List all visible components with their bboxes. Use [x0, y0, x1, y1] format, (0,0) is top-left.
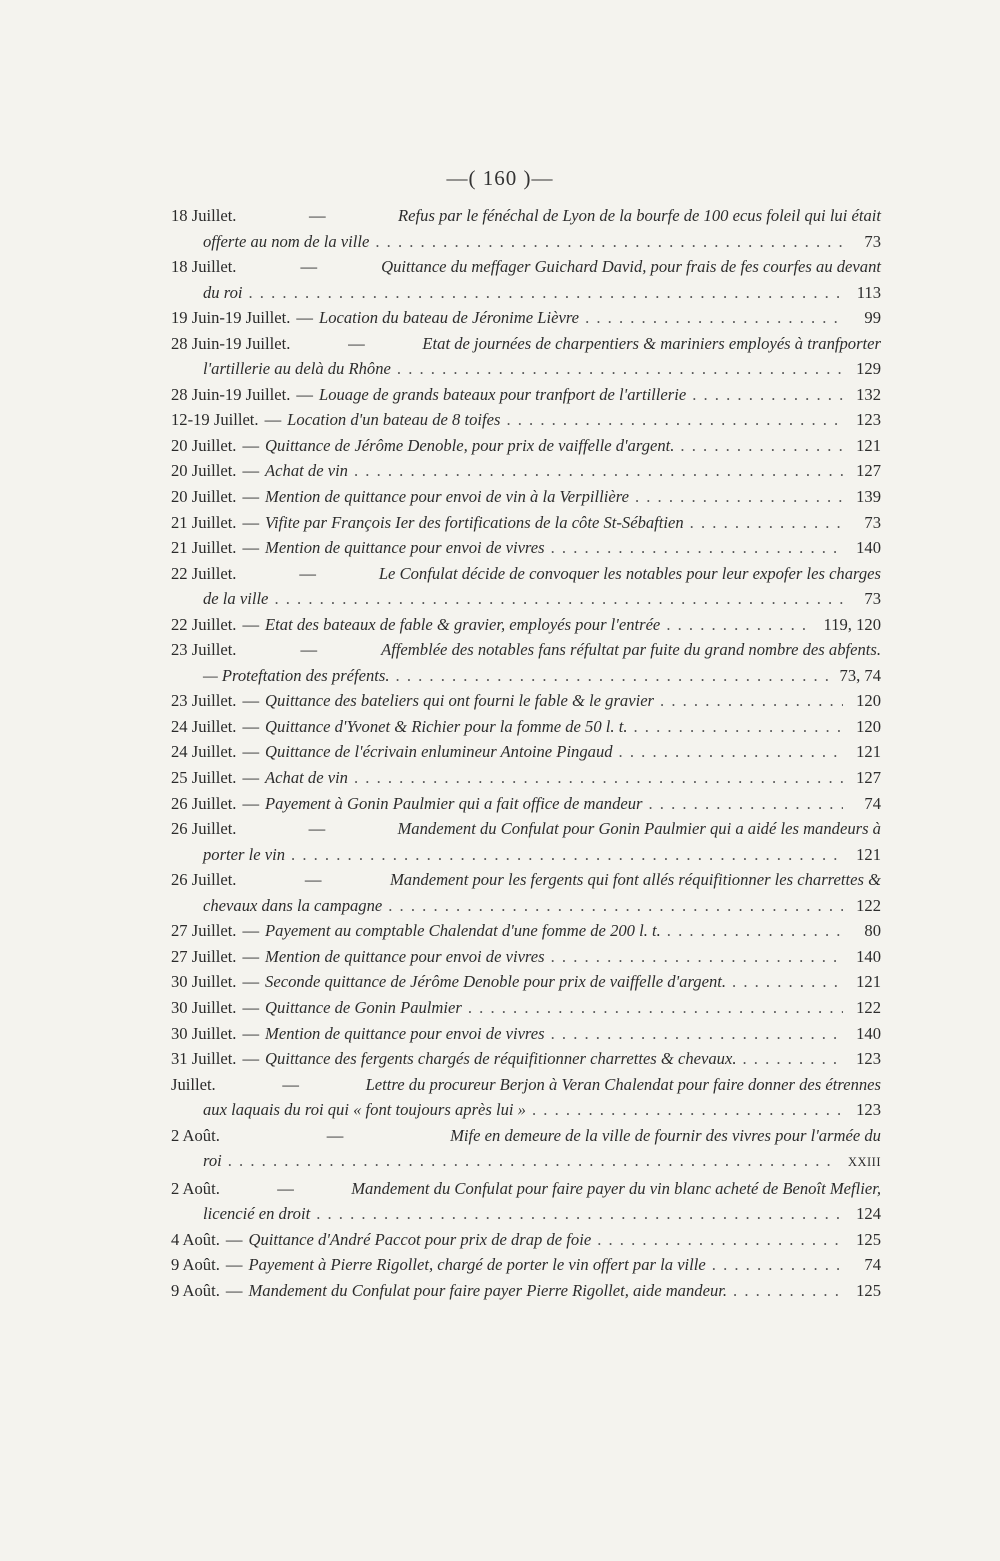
entry-description: offerte au nom de la ville	[203, 231, 370, 251]
entry-description: Mandement pour les fergents qui font allés réquifitionner les charrettes &	[389, 870, 881, 890]
entry-description: roi	[203, 1151, 222, 1171]
entry-dash: —	[242, 716, 260, 736]
entry-date: 2 Août.	[171, 1178, 220, 1198]
dot-leader	[579, 305, 843, 331]
entry-date: 30 Juillet.	[171, 997, 237, 1017]
entry-line	[171, 1123, 881, 1149]
entry-date: 26 Juillet.	[171, 819, 237, 839]
entry-line	[171, 1148, 881, 1176]
dot-leader	[390, 663, 830, 689]
entry-description: Affemblée des notables fans réfultat par fuite du grand nombre des abfents.	[381, 640, 881, 660]
index-entry	[171, 305, 881, 331]
entry-dash: —	[242, 972, 260, 992]
entry-description: Quittance des bateliers qui ont fourni le fable & le gravier	[265, 691, 655, 711]
entry-dash: —	[242, 614, 260, 634]
index-entry	[171, 612, 881, 638]
entry-description: Quittance du meffager Guichard David, pour frais de fes courfes au devant	[381, 257, 881, 277]
entry-line	[171, 1227, 881, 1253]
entry-dash: —	[242, 997, 260, 1017]
entry-line	[171, 688, 881, 714]
page-reference: 129	[856, 359, 881, 379]
dot-leader	[348, 458, 843, 484]
entry-description: Quittance des fergents chargés de réquifitionner charrettes & chevaux.	[265, 1049, 737, 1069]
page-reference: 123	[856, 1049, 881, 1069]
entry-line	[171, 280, 881, 306]
page-reference: 99	[864, 308, 881, 328]
page-reference: 122	[856, 895, 881, 915]
dot-leader	[462, 995, 843, 1021]
index-entry	[171, 714, 881, 740]
entry-description: Quittance d'André Paccot pour prix de drap de foie	[248, 1229, 592, 1249]
page-reference: 125	[856, 1229, 881, 1249]
entry-line	[171, 561, 881, 587]
page-reference: 121	[856, 435, 881, 455]
entry-description: Etat des bateaux de fable & gravier, employés pour l'entrée	[265, 614, 661, 634]
dot-leader	[310, 1201, 843, 1227]
entry-dash: —	[242, 512, 260, 532]
entry-description: chevaux dans la campagne	[203, 895, 383, 915]
entry-date: 20 Juillet.	[171, 461, 237, 481]
entry-line	[171, 944, 881, 970]
entry-description: de la ville	[203, 589, 269, 609]
entry-date: 28 Juin-19 Juillet.	[171, 333, 291, 353]
entry-line	[171, 535, 881, 561]
entry-dash: —	[304, 870, 322, 890]
entry-description: Achat de vin	[265, 768, 348, 788]
entry-line	[171, 254, 881, 280]
entry-date: 20 Juillet.	[171, 435, 237, 455]
entry-dash: —	[242, 946, 260, 966]
index-entry	[171, 969, 881, 995]
entry-line	[171, 305, 881, 331]
index-entry	[171, 1021, 881, 1047]
index-entry	[171, 535, 881, 561]
entry-dash: —	[296, 308, 313, 328]
entry-description: porter le vin	[203, 844, 286, 864]
entry-line	[171, 1097, 881, 1123]
entry-dash: —	[264, 410, 282, 430]
page-reference: 74	[864, 1255, 881, 1275]
entry-dash: —	[300, 257, 318, 277]
index-entry	[171, 1046, 881, 1072]
entry-description: Mandement du Confulat pour Gonin Paulmier qui a aidé les mandeurs à	[397, 819, 881, 839]
index-entry	[171, 331, 881, 382]
entry-description: — Proteftation des préfents.	[203, 665, 390, 685]
entry-description: Refus par le fénéchal de Lyon de la bourfe de 100 ecus foleil qui lui était	[398, 206, 881, 225]
page-reference: 74	[864, 793, 881, 813]
entry-date: 25 Juillet.	[171, 768, 237, 788]
entry-description: Quittance de Gonin Paulmier	[265, 997, 462, 1017]
page-reference: 120	[856, 691, 881, 711]
entry-dash: —	[296, 384, 313, 404]
entry-date: 9 Août.	[171, 1280, 220, 1300]
dot-leader	[500, 407, 843, 433]
entry-description: Mandement du Confulat pour faire payer du vin blanc acheté de Benoît Meflier,	[351, 1178, 881, 1198]
entry-description: Payement à Gonin Paulmier qui a fait office de mandeur	[265, 793, 643, 813]
index-entry	[171, 1176, 881, 1227]
entry-dash: —	[242, 921, 260, 941]
entry-date: 18 Juillet.	[171, 206, 237, 225]
index-entry	[171, 995, 881, 1021]
page-reference: 121	[856, 742, 881, 762]
dot-leader	[268, 586, 843, 612]
index-entry	[171, 382, 881, 408]
index-entry	[171, 918, 881, 944]
entry-description: Quittance de l'écrivain enlumineur Antoine Pingaud	[265, 742, 613, 762]
index-entry	[171, 791, 881, 817]
entry-description: Quittance d'Yvonet & Richier pour la fomme de 50 l. t.	[265, 716, 628, 736]
dot-leader	[661, 918, 843, 944]
entry-date: 22 Juillet.	[171, 614, 237, 634]
entry-dash: —	[348, 333, 365, 353]
page-reference: 127	[856, 461, 881, 481]
entry-dash: —	[242, 742, 260, 762]
page-reference: 80	[864, 921, 881, 941]
index-entry	[171, 433, 881, 459]
entry-line	[171, 893, 881, 919]
index-entry	[171, 1278, 881, 1304]
entry-description: Mention de quittance pour envoi de vivres	[265, 538, 545, 558]
entry-dash: —	[326, 1125, 344, 1145]
dot-leader	[629, 484, 843, 510]
entry-line	[171, 765, 881, 791]
index-entry	[171, 1123, 881, 1176]
dot-leader	[591, 1227, 843, 1253]
entry-dash: —	[242, 538, 260, 558]
index-entry	[171, 944, 881, 970]
entry-dash: —	[242, 435, 260, 455]
entry-line	[171, 842, 881, 868]
entry-date: 18 Juillet.	[171, 257, 237, 277]
entry-description: Payement à Pierre Rigollet, chargé de porter le vin offert par la ville	[248, 1255, 706, 1275]
index-entry	[171, 816, 881, 867]
entry-description: Mention de quittance pour envoi de vin à la Verpillière	[265, 487, 629, 507]
entry-date: 30 Juillet.	[171, 1023, 237, 1043]
entry-dash: —	[242, 691, 260, 711]
entry-line	[171, 484, 881, 510]
entry-line	[171, 356, 881, 382]
entry-description: Quittance de Jérôme Denoble, pour prix de vaiffelle d'argent.	[265, 435, 675, 455]
dot-leader	[348, 765, 843, 791]
entry-line	[171, 586, 881, 612]
page-reference: XXIII	[847, 1155, 881, 1170]
dot-leader	[660, 612, 813, 638]
entry-line	[171, 867, 881, 893]
page-reference: 132	[856, 384, 881, 404]
entry-date: 24 Juillet.	[171, 742, 237, 762]
entry-dash: —	[308, 206, 326, 225]
index-entry	[171, 458, 881, 484]
page-reference: 73	[864, 589, 881, 609]
entry-dash: —	[308, 819, 326, 839]
entry-dash: —	[242, 1023, 260, 1043]
entry-dash: —	[225, 1280, 243, 1300]
entry-line	[171, 739, 881, 765]
page-reference: 119, 120	[823, 614, 881, 634]
index-entry	[171, 561, 881, 612]
dot-leader	[369, 229, 843, 255]
chronological-entry-list	[171, 203, 881, 1304]
dot-leader	[243, 280, 844, 306]
dot-leader	[222, 1148, 838, 1174]
page-reference: 73	[864, 231, 881, 251]
index-entry	[171, 688, 881, 714]
entry-line	[171, 331, 881, 357]
entry-line	[171, 791, 881, 817]
entry-line	[171, 1021, 881, 1047]
entry-date: 19 Juin-19 Juillet.	[171, 308, 291, 328]
page-reference: 125	[856, 1280, 881, 1300]
entry-description: Seconde quittance de Jérôme Denoble pour prix de vaiffelle d'argent.	[265, 972, 727, 992]
index-entry	[171, 254, 881, 305]
page-reference: 127	[856, 768, 881, 788]
page-reference: 124	[856, 1204, 881, 1224]
page-number: —( 160 )—	[446, 166, 554, 190]
index-entry	[171, 484, 881, 510]
entry-line	[171, 433, 881, 459]
entry-line	[171, 995, 881, 1021]
entry-description: du roi	[203, 282, 243, 302]
entry-dash: —	[225, 1229, 243, 1249]
entry-date: 31 Juillet.	[171, 1049, 237, 1069]
entry-dash: —	[299, 563, 316, 583]
index-entry	[171, 510, 881, 536]
dot-leader	[545, 944, 843, 970]
index-entry	[171, 407, 881, 433]
entry-line	[171, 1252, 881, 1278]
entry-date: 2 Août.	[171, 1125, 220, 1145]
entry-dash: —	[277, 1178, 294, 1198]
index-entry	[171, 1072, 881, 1123]
entry-dash: —	[242, 1049, 260, 1069]
dot-leader	[526, 1097, 843, 1123]
page-reference: 113	[856, 282, 881, 302]
entry-description: Le Confulat décide de convoquer les notables pour leur expofer les charges	[378, 563, 881, 583]
entry-line	[171, 714, 881, 740]
entry-line	[171, 1046, 881, 1072]
entry-date: 20 Juillet.	[171, 487, 237, 507]
index-entry	[171, 637, 881, 688]
dot-leader	[727, 1278, 843, 1304]
entry-date: 12-19 Juillet.	[171, 410, 259, 430]
dot-leader	[736, 1046, 843, 1072]
dot-leader	[382, 893, 843, 919]
entry-line	[171, 382, 881, 408]
index-entry	[171, 739, 881, 765]
dot-leader	[613, 739, 843, 765]
entry-dash: —	[242, 487, 260, 507]
index-entry	[171, 1252, 881, 1278]
entry-line	[171, 637, 881, 663]
page-reference: 122	[856, 997, 881, 1017]
page-reference: 123	[856, 410, 881, 430]
entry-line	[171, 918, 881, 944]
page-reference: 73, 74	[839, 665, 881, 685]
entry-description: aux laquais du roi qui « font toujours après lui »	[203, 1100, 526, 1120]
index-entry	[171, 1227, 881, 1253]
dot-leader	[627, 714, 843, 740]
index-entry	[171, 203, 881, 254]
index-entry	[171, 765, 881, 791]
entry-line	[171, 510, 881, 536]
page-reference: 140	[856, 538, 881, 558]
entry-description: Lettre du procureur Berjon à Veran Chalendat pour faire donner des étrennes	[365, 1074, 881, 1094]
entry-description: Achat de vin	[265, 461, 348, 481]
entry-line	[171, 203, 881, 229]
page-reference: 121	[856, 844, 881, 864]
entry-dash: —	[242, 461, 260, 481]
dot-leader	[545, 535, 843, 561]
page-reference: 121	[856, 972, 881, 992]
dot-leader	[726, 969, 843, 995]
dot-leader	[706, 1252, 843, 1278]
entry-description: Mention de quittance pour envoi de vivres	[265, 1023, 545, 1043]
page-reference: 140	[856, 946, 881, 966]
page-reference: 123	[856, 1100, 881, 1120]
entry-description: Etat de journées de charpentiers & mariniers employés à tranfporter	[422, 333, 881, 353]
dot-leader	[285, 842, 843, 868]
entry-date: 23 Juillet.	[171, 691, 237, 711]
entry-line	[171, 1072, 881, 1098]
entry-date: 24 Juillet.	[171, 716, 237, 736]
entry-line	[171, 663, 881, 689]
dot-leader	[686, 382, 843, 408]
page-reference: 139	[856, 487, 881, 507]
entry-date: 26 Juillet.	[171, 870, 237, 890]
entry-line	[171, 969, 881, 995]
entry-date: 27 Juillet.	[171, 921, 237, 941]
entry-description: Louage de grands bateaux pour tranfport de l'artillerie	[318, 384, 687, 404]
entry-description: licencié en droit	[203, 1204, 311, 1224]
entry-description: Mention de quittance pour envoi de vivres	[265, 946, 545, 966]
dot-leader	[674, 433, 843, 459]
entry-dash: —	[242, 768, 260, 788]
entry-line	[171, 1278, 881, 1304]
entry-dash: —	[242, 793, 260, 813]
entry-line	[171, 612, 881, 638]
dot-leader	[684, 510, 843, 536]
entry-date: 30 Juillet.	[171, 972, 237, 992]
dot-leader	[654, 688, 843, 714]
page-reference: 73	[864, 512, 881, 532]
entry-date: 23 Juillet.	[171, 640, 237, 660]
entry-date: 4 Août.	[171, 1229, 220, 1249]
entry-description: l'artillerie au delà du Rhône	[203, 359, 391, 379]
entry-line	[171, 458, 881, 484]
entry-description: Location d'un bateau de 8 toifes	[287, 410, 501, 430]
dot-leader	[545, 1021, 843, 1047]
entry-line	[171, 407, 881, 433]
page-reference: 140	[856, 1023, 881, 1043]
dot-leader	[642, 791, 843, 817]
entry-description: Payement au comptable Chalendat d'une fomme de 200 l. t.	[265, 921, 661, 941]
entry-line	[171, 816, 881, 842]
entry-line	[171, 229, 881, 255]
entry-date: 26 Juillet.	[171, 793, 237, 813]
entry-date: 28 Juin-19 Juillet.	[171, 384, 291, 404]
entry-line	[171, 1176, 881, 1202]
entry-description: Location du bateau de Jéronime Lièvre	[318, 308, 580, 328]
entry-description: Mandement du Confulat pour faire payer Pierre Rigollet, aide mandeur.	[248, 1280, 728, 1300]
dot-leader	[391, 356, 843, 382]
entry-description: Vifite par François Ier des fortifications de la côte St-Sébaftien	[265, 512, 684, 532]
entry-dash: —	[225, 1255, 243, 1275]
entry-date: 22 Juillet.	[171, 563, 237, 583]
entry-date: Juillet.	[171, 1074, 216, 1094]
entry-dash: —	[282, 1074, 299, 1094]
entry-line	[171, 1201, 881, 1227]
entry-dash: —	[300, 640, 318, 660]
entry-date: 21 Juillet.	[171, 538, 237, 558]
entry-date: 27 Juillet.	[171, 946, 237, 966]
entry-date: 21 Juillet.	[171, 512, 237, 532]
page-reference: 120	[856, 716, 881, 736]
entry-description: Mife en demeure de la ville de fournir des vivres pour l'armée du	[450, 1125, 881, 1145]
entry-date: 9 Août.	[171, 1255, 220, 1275]
index-entry	[171, 867, 881, 918]
